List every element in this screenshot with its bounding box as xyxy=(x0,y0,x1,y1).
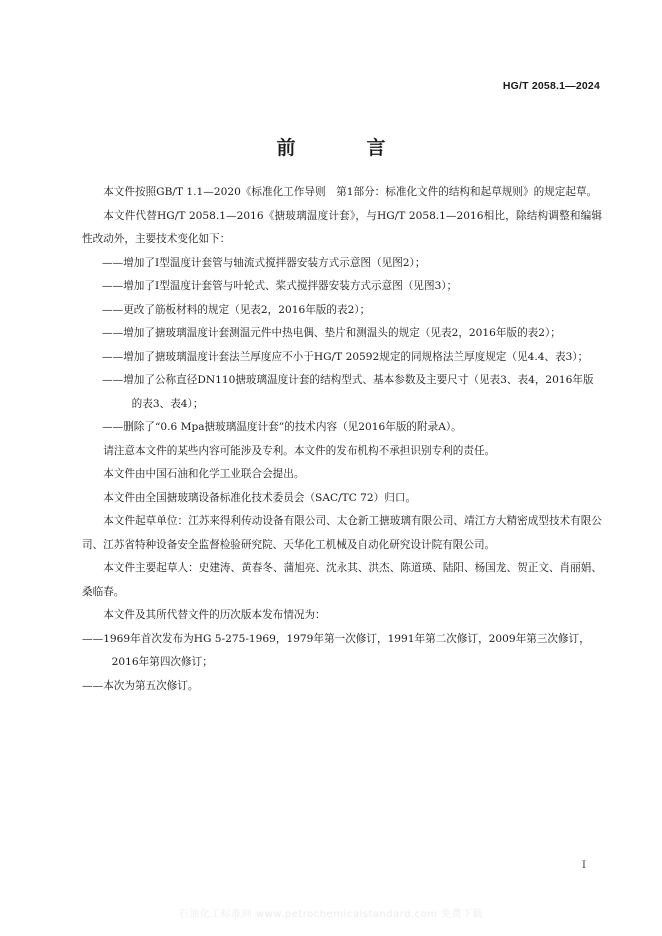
list-item: ——增加了Ⅰ型温度计套管与轴流式搅拌器安装方式示意图（见图2）； xyxy=(102,256,426,269)
foreword-body xyxy=(82,181,602,698)
standard-code: HG/T 2058.1—2024 xyxy=(502,80,600,92)
history-list xyxy=(82,628,602,699)
list-item: ——本次为第五次修订。 xyxy=(82,679,199,692)
paragraph-drafting-rules: 本文件按照GB/T 1.1—2020《标准化工作导则 第1部分：标准化文件的结构和起草规则》的规定起草。 xyxy=(103,186,598,198)
list-item: ——增加了Ⅰ型温度计套管与叶轮式、桨式搅拌器安装方式示意图（见图3）； xyxy=(102,280,458,292)
changes-list xyxy=(82,252,602,440)
list-item: ——增加了搪玻璃温度计套测温元件中热电偶、垫片和测温头的规定（见表2，2016年版的表2）； xyxy=(102,327,561,339)
list-item: ——更改了筋板材料的规定（见表2，2016年版的表2）； xyxy=(102,303,371,316)
list-item: ——删除了“0.6 Mpa搪玻璃温度计套”的技术内容（见2016年版的附录A）。 xyxy=(102,421,462,433)
page-number: I xyxy=(581,859,586,871)
watermark: 石油化工标准网 www.petrochemicalstandard.com 免费下载 xyxy=(178,909,484,920)
list-item: ——增加了公称直径DN110搪玻璃温度计套的结构型式、基本参数及主要尺寸（见表3、表4，2016年版的表3、表4）； xyxy=(102,374,594,410)
page-title: 前 言 xyxy=(276,137,412,159)
list-item: ——增加了搪玻璃温度计套法兰厚度应不小于HG/T 20592规定的同规格法兰厚度规定（见4.4、表3）； xyxy=(102,350,589,363)
paragraph-history-intro: 本文件及其所代替文件的历次版本发布情况为： xyxy=(103,609,326,621)
paragraph-proposer: 本文件由中国石油和化学工业联合会提出。 xyxy=(103,468,305,480)
list-item: ——1969年首次发布为HG 5-275-1969，1979年第一次修订，1991年第二次修订，2009年第三次修订，2016年第四次修订； xyxy=(82,632,590,668)
paragraph-drafters: 本文件主要起草人：史建涛、黄春冬、蒲旭亮、沈永其、洪杰、陈道瑛、陆阳、杨国龙、贺正文、肖丽娟、桑临春。 xyxy=(82,562,602,598)
paragraph-patent-notice: 请注意本文件的某些内容可能涉及专利。本文件的发布机构不承担识别专利的责任。 xyxy=(103,444,496,457)
paragraph-committee: 本文件由全国搪玻璃设备标准化技术委员会（SAC/TC 72）归口。 xyxy=(103,491,417,504)
paragraph-drafting-units: 本文件起草单位：江苏来得利传动设备有限公司、太仓新工搪玻璃有限公司、靖江方大精密成型技术有限公司、江苏省特种设备安全监督检验研究院、天华化工机械及自动化研究设计院有限公司。 xyxy=(82,515,602,551)
paragraph-replacement: 本文件代替HG/T 2058.1—2016《搪玻璃温度计套》，与HG/T 2058.1—2016相比，除结构调整和编辑性改动外，主要技术变化如下： xyxy=(82,209,602,245)
